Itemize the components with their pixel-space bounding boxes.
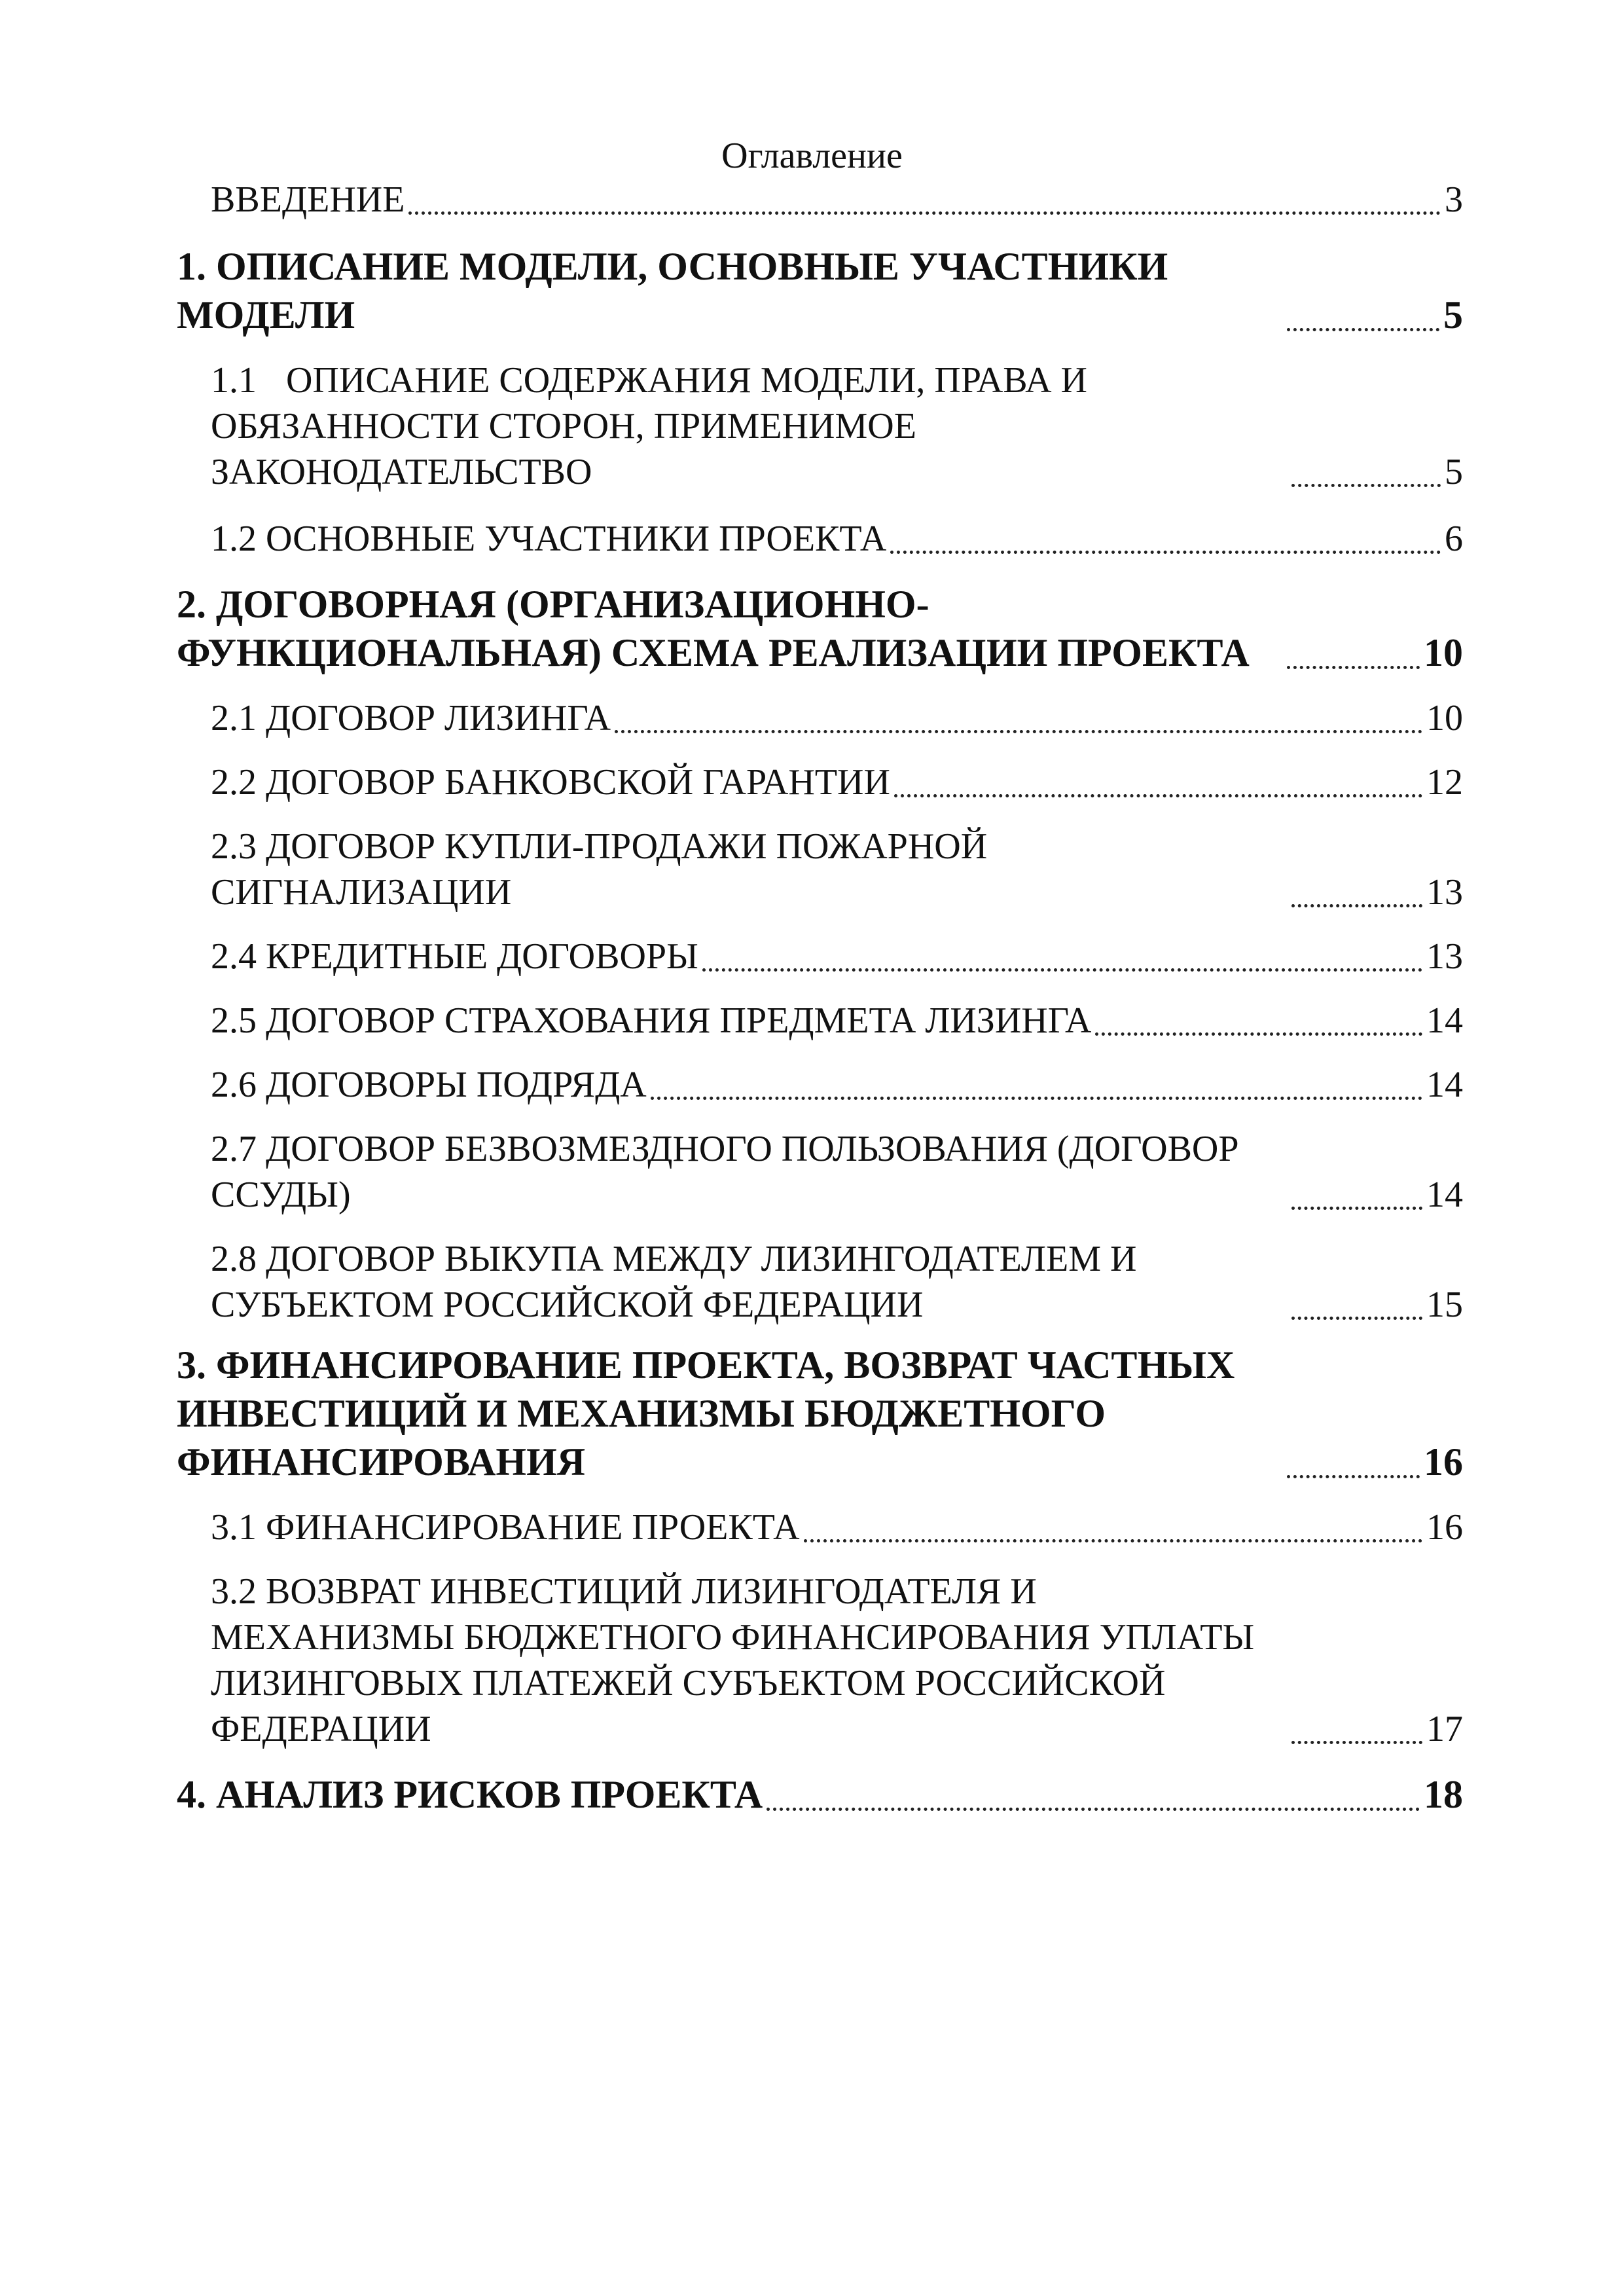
toc-title: Оглавление [721, 136, 903, 176]
toc-page-number: 13 [1426, 872, 1463, 913]
toc-entry-section-3-2[interactable] [177, 1569, 1463, 1752]
toc-entry-section-2-8[interactable] [177, 1236, 1463, 1328]
toc-entry-section-2[interactable] [177, 580, 1463, 677]
dot-leader [702, 968, 1422, 972]
toc-entry-label: 2. ДОГОВОРНАЯ (ОРГАНИЗАЦИОННО-ФУНКЦИОНАЛЬНАЯ) СХЕМА РЕАЛИЗАЦИИ ПРОЕКТА [177, 583, 1250, 674]
dot-leader [615, 730, 1422, 733]
toc-entry-label: 1. ОПИСАНИЕ МОДЕЛИ, ОСНОВНЫЕ УЧАСТНИКИ МОДЕЛИ [177, 245, 1168, 337]
toc-page-number: 14 [1426, 1175, 1463, 1215]
toc-page-number: 5 [1445, 452, 1463, 492]
toc-entry-label: 2.4 КРЕДИТНЫЕ ДОГОВОРЫ [211, 936, 698, 977]
toc-page-number: 10 [1424, 631, 1463, 674]
toc-entry-section-2-4[interactable] [177, 934, 1463, 979]
dot-leader [767, 1808, 1420, 1811]
dot-leader [1291, 1207, 1422, 1210]
toc-page-number: 10 [1426, 698, 1463, 738]
table-of-contents [177, 177, 1463, 1819]
toc-page-number: 6 [1445, 519, 1463, 559]
toc-entry-label [211, 357, 1288, 495]
toc-entry-section-2-7[interactable] [177, 1126, 1463, 1218]
toc-page-number: 18 [1424, 1773, 1463, 1816]
toc-entry-section-1-1[interactable] [177, 357, 1463, 495]
toc-entry-label: ВВЕДЕНИЕ [211, 179, 405, 220]
dot-leader [1291, 904, 1422, 907]
dot-leader [890, 551, 1441, 554]
toc-entry-label: 2.6 ДОГОВОРЫ ПОДРЯДА [211, 1065, 647, 1105]
toc-page-number: 16 [1426, 1507, 1463, 1548]
toc-entry-section-2-1[interactable] [177, 695, 1463, 741]
toc-entry-label: 2.2 ДОГОВОР БАНКОВСКОЙ ГАРАНТИИ [211, 762, 890, 803]
toc-page-number: 14 [1426, 1065, 1463, 1105]
dot-leader [1291, 1741, 1422, 1744]
toc-entry-section-1[interactable] [177, 242, 1463, 339]
toc-entry-section-4[interactable] [177, 1770, 1463, 1819]
toc-page-number: 14 [1426, 1000, 1463, 1041]
toc-entry-section-1-2[interactable] [177, 516, 1463, 562]
toc-entry-section-3-1[interactable] [177, 1504, 1463, 1550]
toc-entry-section-3[interactable] [177, 1341, 1463, 1486]
toc-entry-section-2-2[interactable] [177, 759, 1463, 805]
toc-entry-label: 2.1 ДОГОВОР ЛИЗИНГА [211, 698, 611, 738]
dot-leader [408, 211, 1441, 215]
dot-leader [1095, 1032, 1422, 1036]
dot-leader [1291, 484, 1441, 487]
toc-page-number: 12 [1426, 762, 1463, 803]
toc-entry-number: 1.1 [211, 360, 257, 401]
toc-entry-label: 2.7 ДОГОВОР БЕЗВОЗМЕЗДНОГО ПОЛЬЗОВАНИЯ (ДОГОВОР ССУДЫ) [211, 1129, 1239, 1215]
toc-page-number: 16 [1424, 1440, 1463, 1484]
toc-entry-label: 1.2 ОСНОВНЫЕ УЧАСТНИКИ ПРОЕКТА [211, 519, 887, 559]
dot-leader [1287, 666, 1420, 669]
toc-entry-label: 4. АНАЛИЗ РИСКОВ ПРОЕКТА [177, 1773, 763, 1816]
toc-entry-label: 2.5 ДОГОВОР СТРАХОВАНИЯ ПРЕДМЕТА ЛИЗИНГА [211, 1000, 1092, 1041]
dot-leader [804, 1539, 1422, 1542]
toc-entry-label: 2.8 ДОГОВОР ВЫКУПА МЕЖДУ ЛИЗИНГОДАТЕЛЕМ И СУБЪЕКТОМ РОССИЙСКОЙ ФЕДЕРАЦИИ [211, 1239, 1137, 1325]
toc-entry-section-2-3[interactable] [177, 824, 1463, 915]
toc-entry-introduction[interactable] [177, 177, 1463, 223]
dot-leader [651, 1097, 1422, 1100]
toc-entry-label: 3. ФИНАНСИРОВАНИЕ ПРОЕКТА, ВОЗВРАТ ЧАСТНЫХ ИНВЕСТИЦИЙ И МЕХАНИЗМЫ БЮДЖЕТНОГО ФИНАНСИРОВАНИЯ [177, 1343, 1235, 1484]
dot-leader [894, 794, 1422, 797]
toc-page-number: 17 [1426, 1709, 1463, 1749]
toc-page-number: 13 [1426, 936, 1463, 977]
toc-page-number: 3 [1445, 179, 1463, 220]
dot-leader [1287, 1475, 1420, 1478]
toc-page-number: 5 [1443, 293, 1463, 337]
toc-entry-section-2-6[interactable] [177, 1062, 1463, 1108]
toc-entry-label: 3.1 ФИНАНСИРОВАНИЕ ПРОЕКТА [211, 1507, 800, 1548]
toc-entry-label: 2.3 ДОГОВОР КУПЛИ-ПРОДАЖИ ПОЖАРНОЙ СИГНАЛИЗАЦИИ [211, 826, 988, 913]
dot-leader [1287, 328, 1439, 331]
toc-page-number: 15 [1426, 1285, 1463, 1325]
toc-entry-text: ОПИСАНИЕ СОДЕРЖАНИЯ МОДЕЛИ, ПРАВА И ОБЯЗАННОСТИ СТОРОН, ПРИМЕНИМОЕ ЗАКОНОДАТЕЛЬСТВО [211, 360, 1087, 492]
dot-leader [1291, 1317, 1422, 1320]
toc-entry-section-2-5[interactable] [177, 998, 1463, 1044]
toc-entry-label: 3.2 ВОЗВРАТ ИНВЕСТИЦИЙ ЛИЗИНГОДАТЕЛЯ И МЕХАНИЗМЫ БЮДЖЕТНОГО ФИНАНСИРОВАНИЯ УПЛАТЫ ЛИЗИНГОВЫХ ПЛАТЕЖЕЙ СУБЪЕКТОМ РОССИЙСКОЙ ФЕДЕРАЦИИ [211, 1571, 1255, 1749]
